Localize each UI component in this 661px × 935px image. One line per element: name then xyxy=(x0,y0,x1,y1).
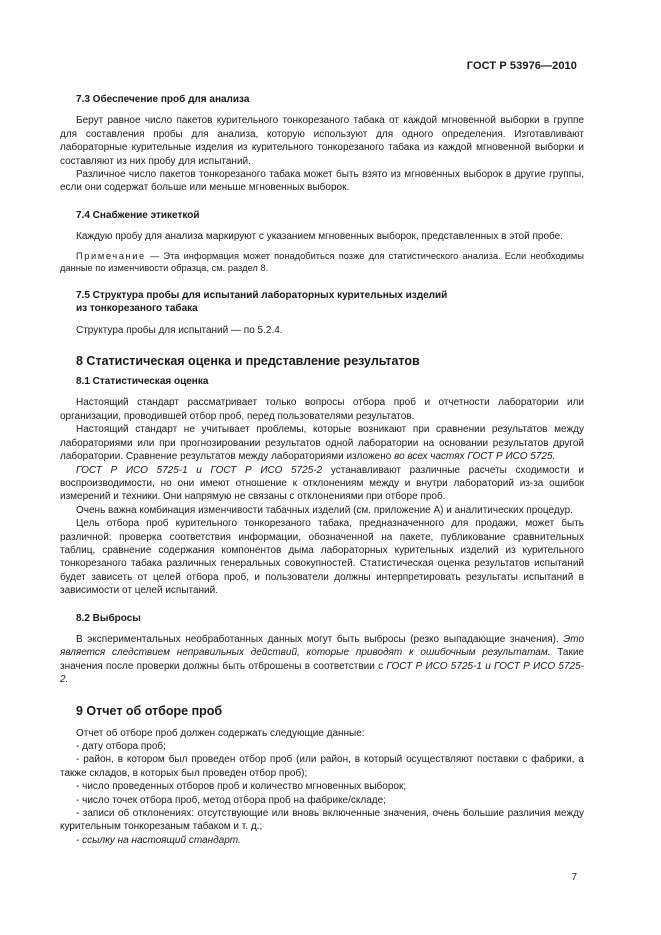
section-8-heading: 8 Статистическая оценка и представление результатов xyxy=(76,354,420,369)
paragraph: Берут равное число пакетов курительного тонкорезаного табака от каждой мгновенной выборки в группе для составления пробы для анализа, которую используют для одного определения. Изготавливают лабораторные курительные изделия из курительного тонкорезаного табака из каждой мгновенной выборки и составляют из них пробу для испытаний. xyxy=(60,115,584,167)
paragraph: В экспериментальных необработанных данных могут быть выбросы (резко выпадающие значения). Это является следствием неправильных действий, которые приводят к ошибочным результатам. Такие значения после проверки должны быть отброшены в соответствии с ГОСТ Р ИСО 5725-1 и ГОСТ Р ИСО 5725-2. xyxy=(60,633,584,686)
note xyxy=(60,250,584,275)
list-item: - число точек отбора проб, метод отбора проб на фабрике/складе; xyxy=(76,794,386,806)
paragraph: Различное число пакетов тонкорезаного табака может быть взято из мгновенных выборок в другие группы, если они содержат больше или меньше мгновенных выборок. xyxy=(60,169,584,194)
note-label: Примечание xyxy=(76,250,146,261)
section-9-heading: 9 Отчет об отборе проб xyxy=(76,703,223,718)
paragraph: ГОСТ Р ИСО 5725-1 и ГОСТ Р ИСО 5725-2 устанавливают различные расчеты сходимости и воспроизводимости, но они имеют отношение к отклонениям между и внутри лабораторий из-за ошибок измерений и техники. Они напрямую не связаны с отклонениями при отборе проб. xyxy=(60,464,584,503)
page-content xyxy=(60,93,584,847)
paragraph: Очень важна комбинация изменчивости табачных изделий (см. приложение А) и аналитических процедур. xyxy=(76,504,573,516)
list-item: - записи об отклонениях: отсутствующие или вновь включенные значения, очень большие различия между курительным тонкорезаным табаком и т. д.; xyxy=(60,808,584,833)
list-item: - район, в котором был проведен отбор проб (или район, в который осуществляют поставки с фабрики, а также складов, в которых был проведен отбор проб); xyxy=(60,754,584,779)
standard-designation: ГОСТ Р 53976—2010 xyxy=(466,60,577,72)
paragraph: Структура пробы для испытаний — по 5.2.4. xyxy=(76,324,283,336)
paragraph: Настоящий стандарт рассматривает только вопросы отбора проб и отчетности лаборатории или организации, проводившей отбор проб, перед пользователями результатов. xyxy=(60,397,584,422)
list-item: - дату отбора проб; xyxy=(76,741,166,752)
paragraph: Каждую пробу для анализа маркируют с указанием мгновенных выборок, представленных в этой пробе. xyxy=(76,231,563,243)
paragraph: Цель отбора проб курительного тонкорезаного табака, предназначенного для продажи, может быть различной: проверка соответствия информации, обозначенной на пакете, публикование сравнительных таблиц, сравнение содержания компонентов дыма лабораторных курительных изделий из курительного тонкорезаного табака различных генеральных совокупностей. Статистическая оценка результатов испытаний будет зависеть от целей отбора проб, и пользователи должны интерпретировать результаты испытаний в зависимости от целей испытаний. xyxy=(60,518,584,597)
page-number: 7 xyxy=(571,872,577,883)
section-7-4-heading: 7.4 Снабжение этикеткой xyxy=(76,209,200,221)
section-8-2-heading: 8.2 Выбросы xyxy=(76,612,141,624)
section-8-1-heading: 8.1 Статистическая оценка xyxy=(76,376,209,388)
list-item: - число проведенных отборов проб и количество мгновенных выборок; xyxy=(76,781,407,793)
note-text: — Эта информация может понадобиться позже для статистического анализа. Если необходимы данные по изменчивости образца, см. раздел 8. xyxy=(60,250,584,274)
section-7-3-heading: 7.3 Обеспечение проб для анализа xyxy=(76,94,250,105)
list-item: - ссылку на настоящий стандарт. xyxy=(76,834,241,846)
section-7-5-heading: 7.5 Структура пробы для испытаний лабораторных курительных изделий из тонкорезаного табака xyxy=(76,289,448,315)
paragraph: Отчет об отборе проб должен содержать следующие данные: xyxy=(76,727,365,739)
paragraph: Настоящий стандарт не учитывает проблемы, которые возникают при сравнении результатов между лабораториями или при прогнозировании результатов одной лаборатории на основании результатов другой лаборатории. Сравнение результатов между лабораториями изложено во всех частях ГОСТ Р ИСО 5725. xyxy=(60,424,584,463)
